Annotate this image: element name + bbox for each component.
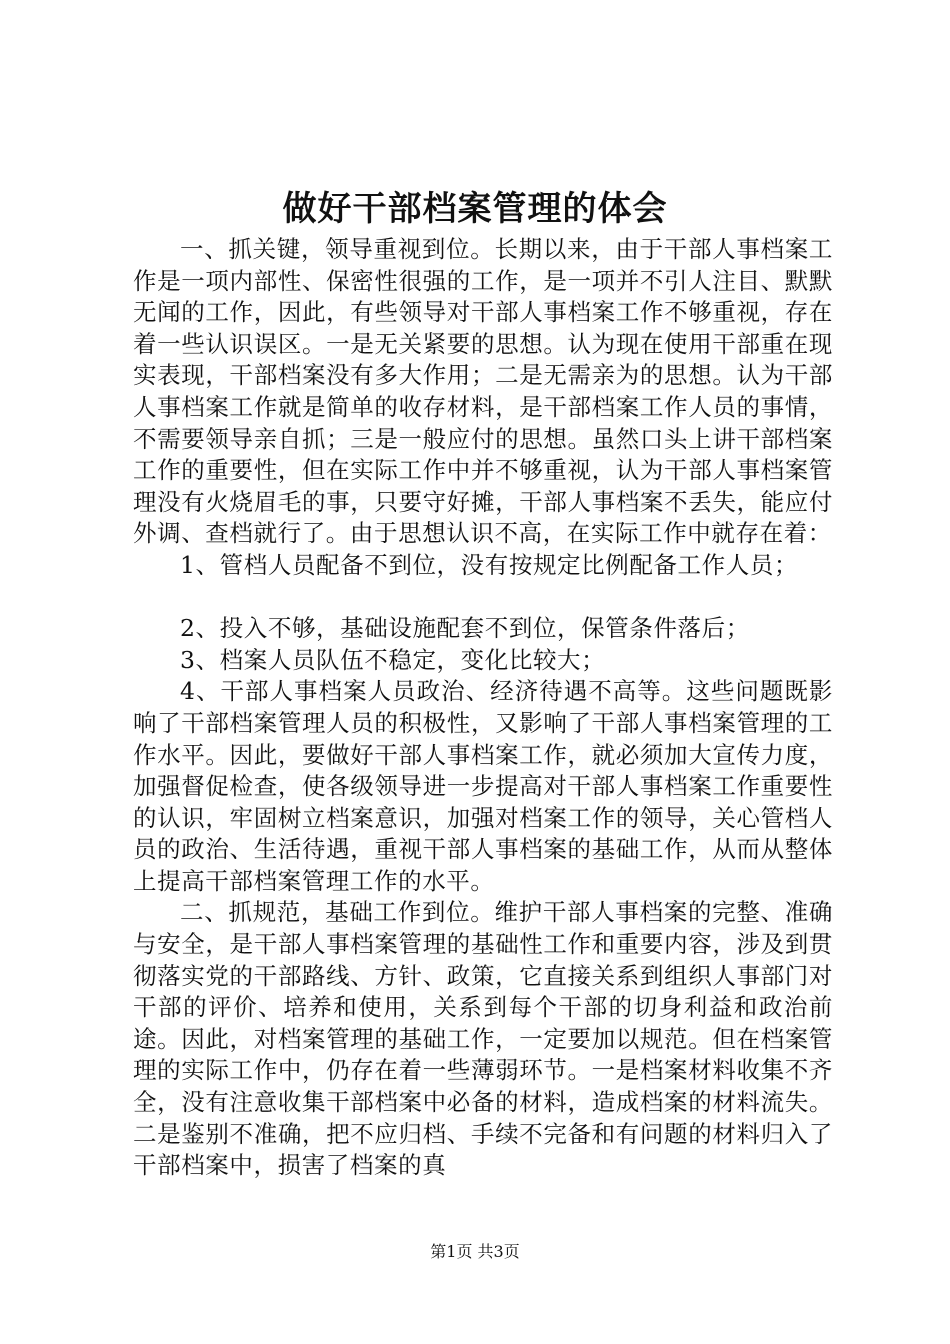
paragraph-3: 2、投入不够，基础设施配套不到位，保管条件落后； [180,614,750,643]
paragraph-6: 二、抓规范，基础工作到位。维护干部人事档案的完整、准确与安全，是干部人事档案管理的基础性工作和重要内容，涉及到贯彻落实党的干部路线、方针、政策，它直接关系到组织人事部门对干部的评价、培养和使用，关系到每个干部的切身利益和政治前途。因此，对档案管理的基础工作，一定要加以规范。但在档案管理的实际工作中，仍存在着一些薄弱环节。一是档案材料收集不齐全，没有注意收集干部档案中必备的材料，造成档案的材料流失。二是鉴别不准确，把不应归档、手续不完备和有问题的材料归入了干部档案中，损害了档案的真 [133,898,833,1180]
paragraph-4: 3、档案人员队伍不稳定，变化比较大； [180,645,606,674]
paragraph-5: 4、干部人事档案人员政治、经济待遇不高等。这些问题既影响了干部档案管理人员的积极性，又影响了干部人事档案管理的工作水平。因此，要做好干部人事档案工作，就必须加大宣传力度，加强督促检查，使各级领导进一步提高对干部人事档案工作重要性的认识，牢固树立档案意识，加强对档案工作的领导，关心管档人员的政治、生活待遇，重视干部人事档案的基础工作，从而从整体上提高干部档案管理工作的水平。 [133,677,833,895]
document-title: 做好干部档案管理的体会 [282,189,668,229]
page-number-footer: 第1页 共3页 [430,1242,520,1261]
paragraph-1: 一、抓关键，领导重视到位。长期以来，由于干部人事档案工作是一项内部性、保密性很强的工作，是一项并不引人注目、默默无闻的工作，因此，有些领导对干部人事档案工作不够重视，存在着一些认识误区。一是无关紧要的思想。认为现在使用干部重在现实表现，干部档案没有多大作用；二是无需亲为的思想。认为干部人事档案工作就是简单的收存材料，是干部档案工作人员的事情，不需要领导亲自抓；三是一般应付的思想。虽然口头上讲干部档案工作的重要性，但在实际工作中并不够重视，认为干部人事档案管理没有火烧眉毛的事，只要守好摊，干部人事档案不丢失，能应付外调、查档就行了。由于思想认识不高，在实际工作中就存在着： [133,235,833,548]
blank-line [133,582,833,614]
document-body [133,234,833,1182]
paragraph-2: 1、管档人员配备不到位，没有按规定比例配备工作人员； [180,550,799,579]
